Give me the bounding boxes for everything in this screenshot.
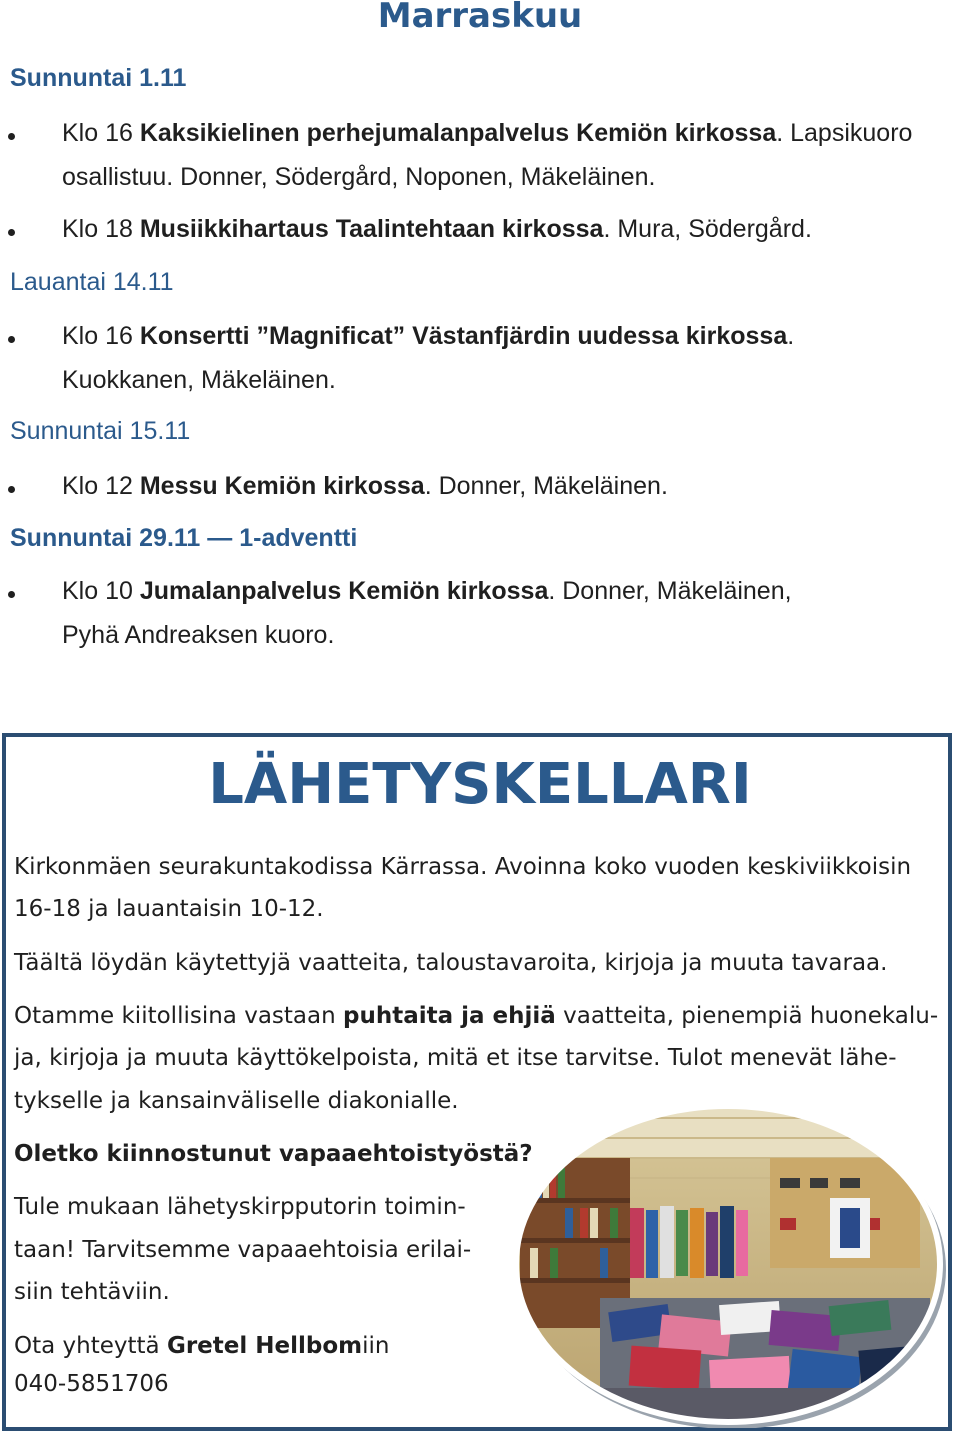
- mission-text: siin tehtäviin.: [14, 1279, 170, 1305]
- mission-text: Täältä löydän käytettyjä vaatteita, taloustavaroita, kirjoja ja muuta tavaraa.: [14, 950, 888, 976]
- day-heading: Lauantai 14.11: [10, 268, 174, 296]
- mission-text: tykselle ja kansainväliselle diakonialle.: [14, 1088, 459, 1114]
- month-title: Marraskuu: [377, 0, 583, 36]
- event-line-2: Pyhä Andreaksen kuoro.: [62, 621, 335, 649]
- mission-text: Tule mukaan lähetyskirpputorin toimin-: [14, 1194, 466, 1220]
- contact-phone: 040-5851706: [14, 1371, 169, 1397]
- day-heading: Sunnuntai 15.11: [10, 417, 191, 445]
- bullet-icon: [8, 486, 15, 493]
- contact-line: Ota yhteyttä Gretel Hellbomiin: [14, 1333, 390, 1359]
- event-line-2: Kuokkanen, Mäkeläinen.: [62, 366, 336, 394]
- bullet-icon: [8, 591, 15, 598]
- bullet-icon: [8, 229, 15, 236]
- event-line: Klo 10 Jumalanpalvelus Kemiön kirkossa. Donner, Mäkeläinen,: [62, 577, 792, 605]
- mission-title: LÄHETYSKELLARI: [208, 752, 752, 817]
- event-line: Klo 12 Messu Kemiön kirkossa. Donner, Mäkeläinen.: [62, 472, 668, 500]
- event-line: Klo 16 Konsertti ”Magnificat” Västanfjärdin uudessa kirkossa.: [62, 322, 795, 350]
- mission-text: Kirkonmäen seurakuntakodissa Kärrassa. Avoinna koko vuoden keskiviikkoisin: [14, 854, 912, 880]
- mission-question: Oletko kiinnostunut vapaaehtoistyöstä?: [14, 1141, 533, 1167]
- second-hand-shop-photo: [510, 1098, 950, 1428]
- event-line-2: osallistuu. Donner, Södergård, Noponen, Mäkeläinen.: [62, 163, 656, 191]
- mission-text: 16-18 ja lauantaisin 10-12.: [14, 896, 324, 922]
- day-heading: Sunnuntai 1.11: [10, 64, 187, 92]
- bullet-icon: [8, 336, 15, 343]
- mission-text: Otamme kiitollisina vastaan puhtaita ja ehjiä vaatteita, pienempiä huonekalu-: [14, 1003, 939, 1029]
- event-line: Klo 18 Musiikkihartaus Taalintehtaan kirkossa. Mura, Södergård.: [62, 215, 812, 243]
- event-line: Klo 16 Kaksikielinen perhejumalanpalvelus Kemiön kirkossa. Lapsikuoro: [62, 119, 913, 147]
- bullet-icon: [8, 133, 15, 140]
- day-heading: Sunnuntai 29.11 — 1-adventti: [10, 524, 358, 552]
- mission-text: taan! Tarvitsemme vapaaehtoisia erilai-: [14, 1237, 472, 1263]
- mission-text: ja, kirjoja ja muuta käyttökelpoista, mitä et itse tarvitse. Tulot menevät lähe-: [14, 1045, 897, 1071]
